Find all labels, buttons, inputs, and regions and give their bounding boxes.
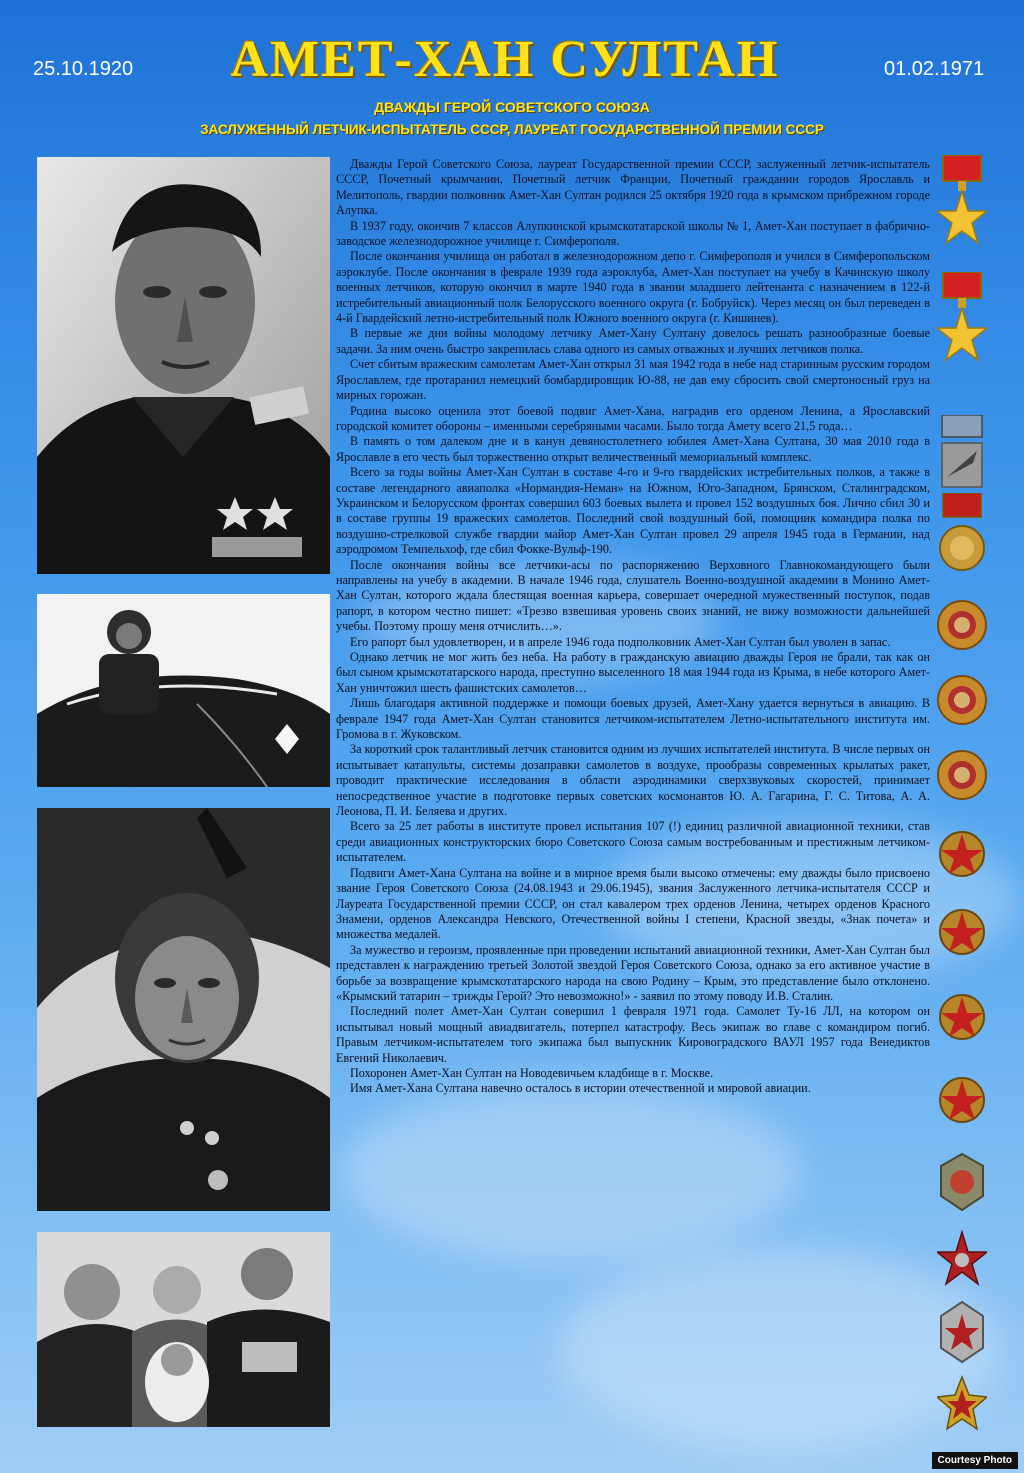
bio-paragraph: Родина высоко оценила этот боевой подвиг Амет-Хана, наградив его орденом Ленина, а Ярославский городской комитет обороны – именными серебряными часами. Было тогда Амету всего 21,5 года… (336, 403, 930, 433)
order-of-lenin-icon (937, 745, 987, 805)
subtitle-titles: ЗАСЛУЖЕННЫЙ ЛЕТЧИК-ИСПЫТАТЕЛЬ СССР, ЛАУРЕАТ ГОСУДАРСТВЕННОЙ ПРЕМИИ СССР (200, 122, 824, 137)
bio-paragraph: За короткий срок талантливый летчик становится одним из лучших испытателей института. В числе первых он испытывает катапульты, системы дозаправки самолетов в воздухе, прообразы современных крылатых ракет, проводит практические исследования в области аэродинамики сверхзвуковых скоростей, принимает непосредственное участие в подготовке первых советских космонавтов Ю. А. Гагарина, Г. С. Титова, А. А. Леонова, П. И. Беляева и других. (336, 742, 930, 819)
bio-paragraph: Подвиги Амет-Хана Султана на войне и в мирное время были высоко отмечены: ему дважды было присвоено звание Героя Советского Союза (24.08.1943 и 29.06.1945), звания Заслуженного летчика-испытателя СССР и Лауреата Государственной премии СССР, он стал кавалером трех орденов Ленина, четырех орденов Красного Знамени, орденов Александра Невского, Отечественной войны I степени, Красной звезды, «Знак почета» и множества медалей. (336, 865, 930, 942)
subtitle-hero: ДВАЖДЫ ГЕРОЙ СОВЕТСКОГО СОЮЗА (374, 99, 650, 115)
bio-paragraph: В память о том далеком дне и в канун девяностолетнего юбилея Амет-Хана Султана, 30 мая 2010 года в Ярославле в его честь был торжественно открыт величественный мемориальный комплекс. (336, 434, 930, 464)
bio-paragraph: Его рапорт был удовлетворен, и в апреле 1946 года подполковник Амет-Хан Султан был уволен в запас. (350, 634, 891, 649)
bio-paragraph: Однако летчик не мог жить без неба. На работу в гражданскую авиацию дважды Героя не брали, так как он был сыном крымскотатарского народа, преступно выселенного 18 мая 1944 года из Крыма, в небе которого Амет-Хан уничтожил шесть фашистских самолетов… (336, 650, 930, 695)
bio-paragraph: Лишь благодаря активной поддержке и помощи боевых друзей, Амет-Хану удается вернуться в авиацию. В феврале 1947 года Амет-Хан Султан становится летчиком-испытателем Летно-испытательного института им. Громова в г. Жуковском. (336, 696, 930, 742)
bio-paragraph: Всего за 25 лет работы в институте провел испытания 107 (!) единиц различной авиационной техники, став среди авиационных конструкторских бюро Советского Союза самым востребованным и престижным летчиком-испытателем. (336, 819, 930, 865)
hero-gold-star-medal-icon (937, 155, 987, 255)
bio-paragraph: После окончания училища он работал в железнодорожном депо г. Симферополя и учился в Симферопольском аэроклубе. После окончания в феврале 1939 года аэроклуба, Амет-Хан поступает на учебу в Качинскую школу военных летчиков, которую окончил в марте 1940 года в звании младшего лейтенанта с назначением в 122-й истребительный авиационный полк Белорусского военного округа (г. Бобруйск). Через месяц он был переведен в 4-й Гвардейский летно-истребительный полк Южного военного округа (г. Кишинев). (336, 249, 930, 326)
test-pilot-badge-icon (937, 415, 987, 490)
order-of-patriotic-war-first-class-icon (937, 1375, 987, 1433)
family-photo (37, 1232, 330, 1427)
page-title: АМЕТ-ХАН СУЛТАН (230, 31, 780, 88)
order-of-red-banner-icon (937, 1068, 987, 1128)
bio-paragraph: Дважды Герой Советского Союза, лауреат Государственной премии СССР, заслуженный летчик-испытатель СССР, Почетный крымчанин, Почетный летчик Франции, Почетный гражданин городов Ярославль и Мелитополь, гвардии полковник Амет-Хан Султан родился 25 октября 1920 года в крымском прибрежном городе Алупка. (336, 157, 930, 218)
death-date: 01.02.1971 (884, 58, 985, 80)
photo-credit: Courtesy Photo (932, 1452, 1018, 1469)
order-of-patriotic-war-icon (937, 1300, 987, 1365)
portrait-photo (37, 157, 330, 574)
bio-paragraph: После окончания войны все летчики-асы по распоряжению Верховного Главнокомандующего были направлены на учебу в академии. В начале 1946 года, слушатель Военно-воздушной академии в Монино Амет-Хан Султан, которого ждала блестящая военная карьера, совершает очередной мужественный поступок, подав рапорт, в котором честно пишет: «Трезво взвешивая уровень своих знаний, не вижу возможности дальнейшей учебы. Поэтому прошу меня отчислить…». (336, 557, 930, 634)
bio-paragraph: Всего за годы войны Амет-Хан Султан в составе 4-го и 9-го гвардейских истребительных полков, а также в составе легендарного авиаполка «Нормандия-Неман» на Южном, Юго-Западном, Брянском, Сталинградском, Украинском и Белорусском фронтах совершил 603 боевых вылета и провел 152 воздушных боя. Лично сбил 30 и в составе группы 19 вражеских самолетов. Последний свой воздушный бой, помощник командира полка по воздушно-стрелковой службе гвардии майор Амет-Хан Султан провел 29 апреля 1945 года в Германии, над аэродромом Темпельхоф, где сбил Фокке-Вульф-190. (336, 465, 930, 557)
order-of-red-banner-icon (937, 822, 987, 882)
hero-gold-star-medal-icon (937, 272, 987, 372)
order-of-red-star-icon (937, 1230, 987, 1290)
bio-paragraph: В первые же дни войны молодому летчику Амет-Хану Султану довелось решать разнообразные боевые задачи. За ним очень быстро закрепилась слава одного из самых отважных и лучших летчиков полка. (336, 326, 930, 356)
bio-paragraph: Имя Амет-Хана Султана навечно осталось в истории отечественной и мировой авиации. (350, 1081, 811, 1096)
helmet-photo (37, 808, 330, 1211)
bio-paragraph: Похоронен Амет-Хан Султан на Новодевичьем кладбище в г. Москве. (350, 1065, 714, 1080)
order-of-red-banner-icon (937, 900, 987, 960)
order-of-alexander-nevsky-icon (937, 1152, 987, 1214)
state-prize-medal-icon (937, 493, 987, 575)
bio-paragraph: Последний полет Амет-Хан Султан совершил 1 февраля 1971 года. Самолет Ту-16 ЛЛ, на котором он испытывал новый мощный авиадвигатель, потерпел катастрофу. Весь экипаж во главе с командиром погиб. Правым летчиком-испытателем того экипажа был выпускник Кировоградского ВАУЛ 1957 года Венедиктов Евгений Николаевич. (336, 1004, 930, 1065)
bio-paragraph: За мужество и героизм, проявленные при проведении испытаний авиационной техники, Амет-Хан Султан был представлен к награждению третьей Золотой звездой Героя Советского Союза, однако за его активное участие в борьбе за возвращение крымскотатарского народа на свою Родину – Крым, это представление было отклонено. «Крымский татарин – трижды Герой? Это невозможно!» - заявил по этому поводу И.В. Сталин. (336, 942, 930, 1003)
bio-paragraph: В 1937 году, окончив 7 классов Алупкинской крымскотатарской школы № 1, Амет-Хан поступает в фабрично-заводское железнодорожное училище г. Симферополя. (336, 218, 930, 249)
bio-paragraph: Счет сбитым вражеским самолетам Амет-Хан открыл 31 мая 1942 года в небе над старинным русским городом Ярославлем, где протаранил немецкий бомбардировщик Ю-88, не дав ему сбросить свой смертоносный груз на мирных горожан. (336, 357, 930, 403)
cockpit-photo (37, 594, 330, 787)
biography-text (336, 157, 930, 1427)
order-of-lenin-icon (937, 595, 987, 655)
birth-date: 25.10.1920 (33, 58, 134, 80)
order-of-lenin-icon (937, 670, 987, 730)
order-of-red-banner-icon (937, 985, 987, 1045)
